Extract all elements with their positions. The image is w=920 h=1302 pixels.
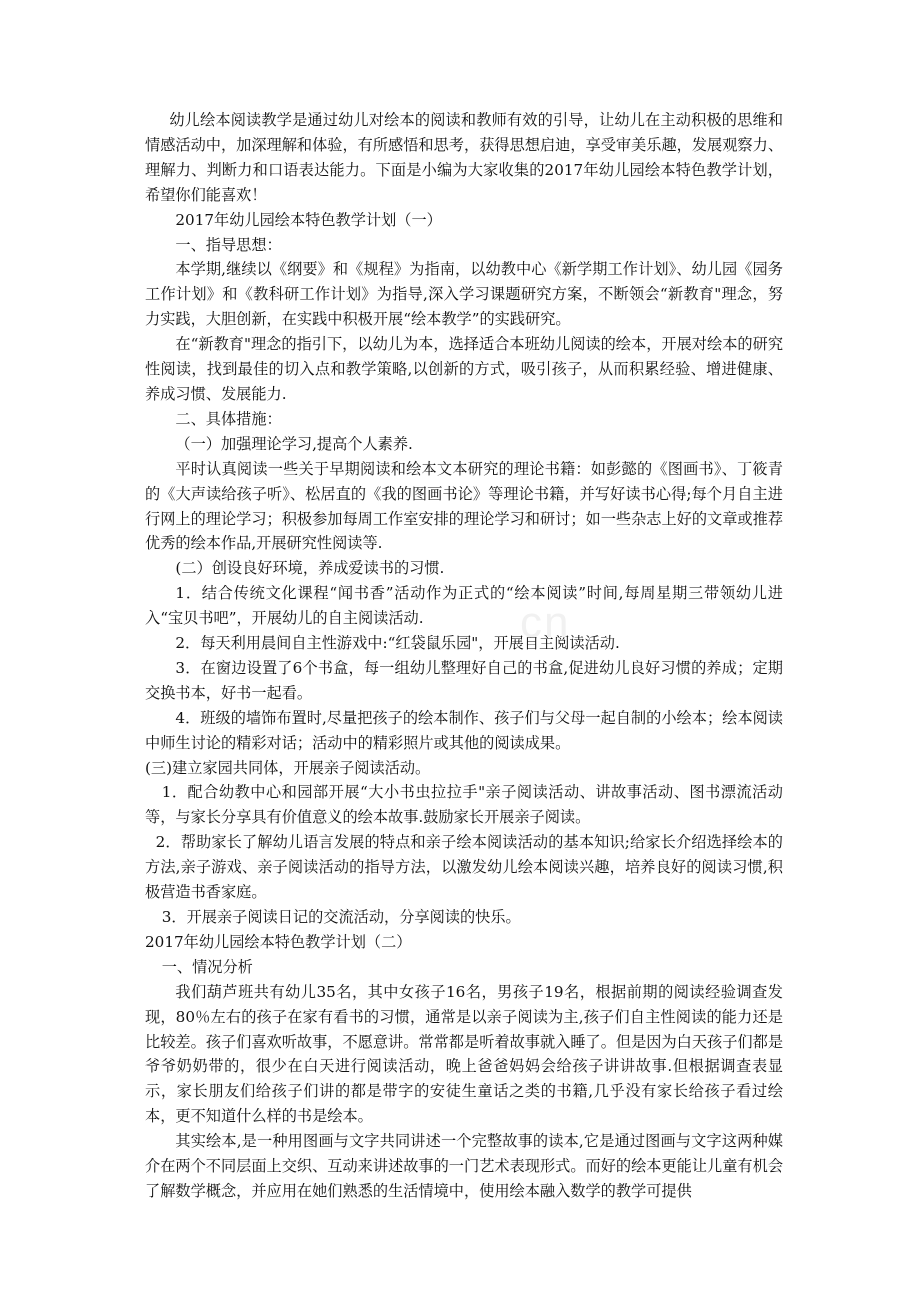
list-item-environment-3: 3．在窗边设置了6个书盒，每一组幼儿整理好自己的书盒,促进幼儿良好习惯的养成；定期交换书本，好书一起看。	[145, 658, 783, 702]
subheading-environment: (二）创设良好环境，养成爱读书的习惯.	[175, 559, 445, 578]
subheading-family-community: (三)建立家园共同体，开展亲子阅读活动。	[145, 758, 431, 777]
paragraph-picture-book-definition: 其实绘本,是一种用图画与文字共同讲述一个完整故事的读本,它是通过图画与文字这两种媒介在两个不同层面上交织、互动来讲述故事的一门艺术表现形式。而好的绘本更能让儿童有机会了解数学概念，并应用在她们熟悉的生活情境中，使用绘本融入数学的教学可提供	[145, 1132, 783, 1200]
list-item-family-3: 3．开展亲子阅读日记的交流活动，分享阅读的快乐。	[161, 908, 521, 926]
list-item-environment-2: 2．每天利用晨间自主性游戏中:“红袋鼠乐园"，开展自主阅读活动.	[175, 634, 620, 653]
section-title-plan-1: 2017年幼儿园绘本特色教学计划（一）	[175, 210, 442, 229]
heading-guiding-thought: 一、指导思想：	[175, 235, 282, 254]
paragraph-situation-analysis: 我们葫芦班共有幼儿35名，其中女孩子16名，男孩子19名，根据前期的阅读经验调查发现，80％左右的孩子在家有看书的习惯，通常是以亲子阅读为主,孩子们自主性阅读的能力还是比较差。孩子们喜欢听故事，不愿意讲。常常都是听着故事就入睡了。但是因为白天孩子们都是爷爷奶奶带的，很少在白天进行阅读活动，晚上爸爸妈妈会给孩子讲讲故事.但根据调查表显示，家长朋友们给孩子们讲的都是带字的安徒生童话之类的书籍,几乎没有家长给孩子看过绘本，更不知道什么样的书是绘本。	[145, 982, 783, 1126]
list-item-environment-4: 4．班级的墙饰布置时,尽量把孩子的绘本制作、孩子们与父母一起自制的小绘本；绘本阅读中师生讨论的精彩对话；活动中的精彩照片或其他的阅读成果。	[145, 708, 783, 752]
document-body	[145, 108, 783, 1204]
list-item-family-2: 2．帮助家长了解幼儿语言发展的特点和亲子绘本阅读活动的基本知识;给家长介绍选择绘本的方法,亲子游戏、亲子阅读活动的指导方法，以激发幼儿绘本阅读兴趣，培养良好的阅读习惯,积极营造书香家庭。	[145, 833, 783, 902]
subheading-theory-study: （一）加强理论学习,提高个人素养.	[175, 434, 413, 453]
list-item-family-1: 1．配合幼教中心和园部开展“大小书虫拉拉手"亲子阅读活动、讲故事活动、图书漂流活动等，与家长分享具有价值意义的绘本故事.鼓励家长开展亲子阅读。	[145, 783, 783, 827]
section-title-plan-2: 2017年幼儿园绘本特色教学计划（二）	[145, 932, 412, 951]
intro-paragraph: 幼儿绘本阅读教学是通过幼儿对绘本的阅读和教师有效的引导，让幼儿在主动积极的思维和情感活动中，加深理解和体验，有所感悟和思考，获得思想启迪，享受审美乐趣，发展观察力、理解力、判断力和口语表达能力。下面是小编为大家收集的2017年幼儿园绘本特色教学计划，希望你们能喜欢！	[145, 111, 783, 204]
heading-specific-measures: 二、具体措施：	[175, 409, 282, 428]
paragraph-theory-study: 平时认真阅读一些关于早期阅读和绘本文本研究的理论书籍：如彭懿的《图画书》、丁筱青的《大声读给孩子听》、松居直的《我的图画书论》等理论书籍，并写好读书心得;每个月自主进行网上的理论学习；积极参加每周工作室安排的理论学习和研讨；如一些杂志上好的文章或推荐优秀的绘本作品,开展研究性阅读等.	[145, 459, 783, 553]
paragraph-guiding-thought-2: 在“新教育"理念的指引下，以幼儿为本，选择适合本班幼儿阅读的绘本，开展对绘本的研究性阅读，找到最佳的切入点和教学策略,以创新的方式，吸引孩子，从而积累经验、增进健康、养成习惯、发展能力.	[145, 335, 783, 403]
watermark: cn	[520, 598, 571, 647]
heading-situation-analysis: 一、情况分析	[161, 957, 253, 976]
list-item-environment-1: 1．结合传统文化课程“闻书香”活动作为正式的“绘本阅读”时间,每周星期三带领幼儿进入“宝贝书吧”，开展幼儿的自主阅读活动.	[145, 584, 783, 628]
paragraph-guiding-thought-1: 本学期,继续以《纲要》和《规程》为指南，以幼教中心《新学期工作计划》、幼儿园《园务工作计划》和《教科研工作计划》为指导,深入学习课题研究方案，不断领会“新教育"理念，努力实践，大胆创新，在实践中积极开展“绘本教学”的实践研究。	[145, 260, 783, 329]
